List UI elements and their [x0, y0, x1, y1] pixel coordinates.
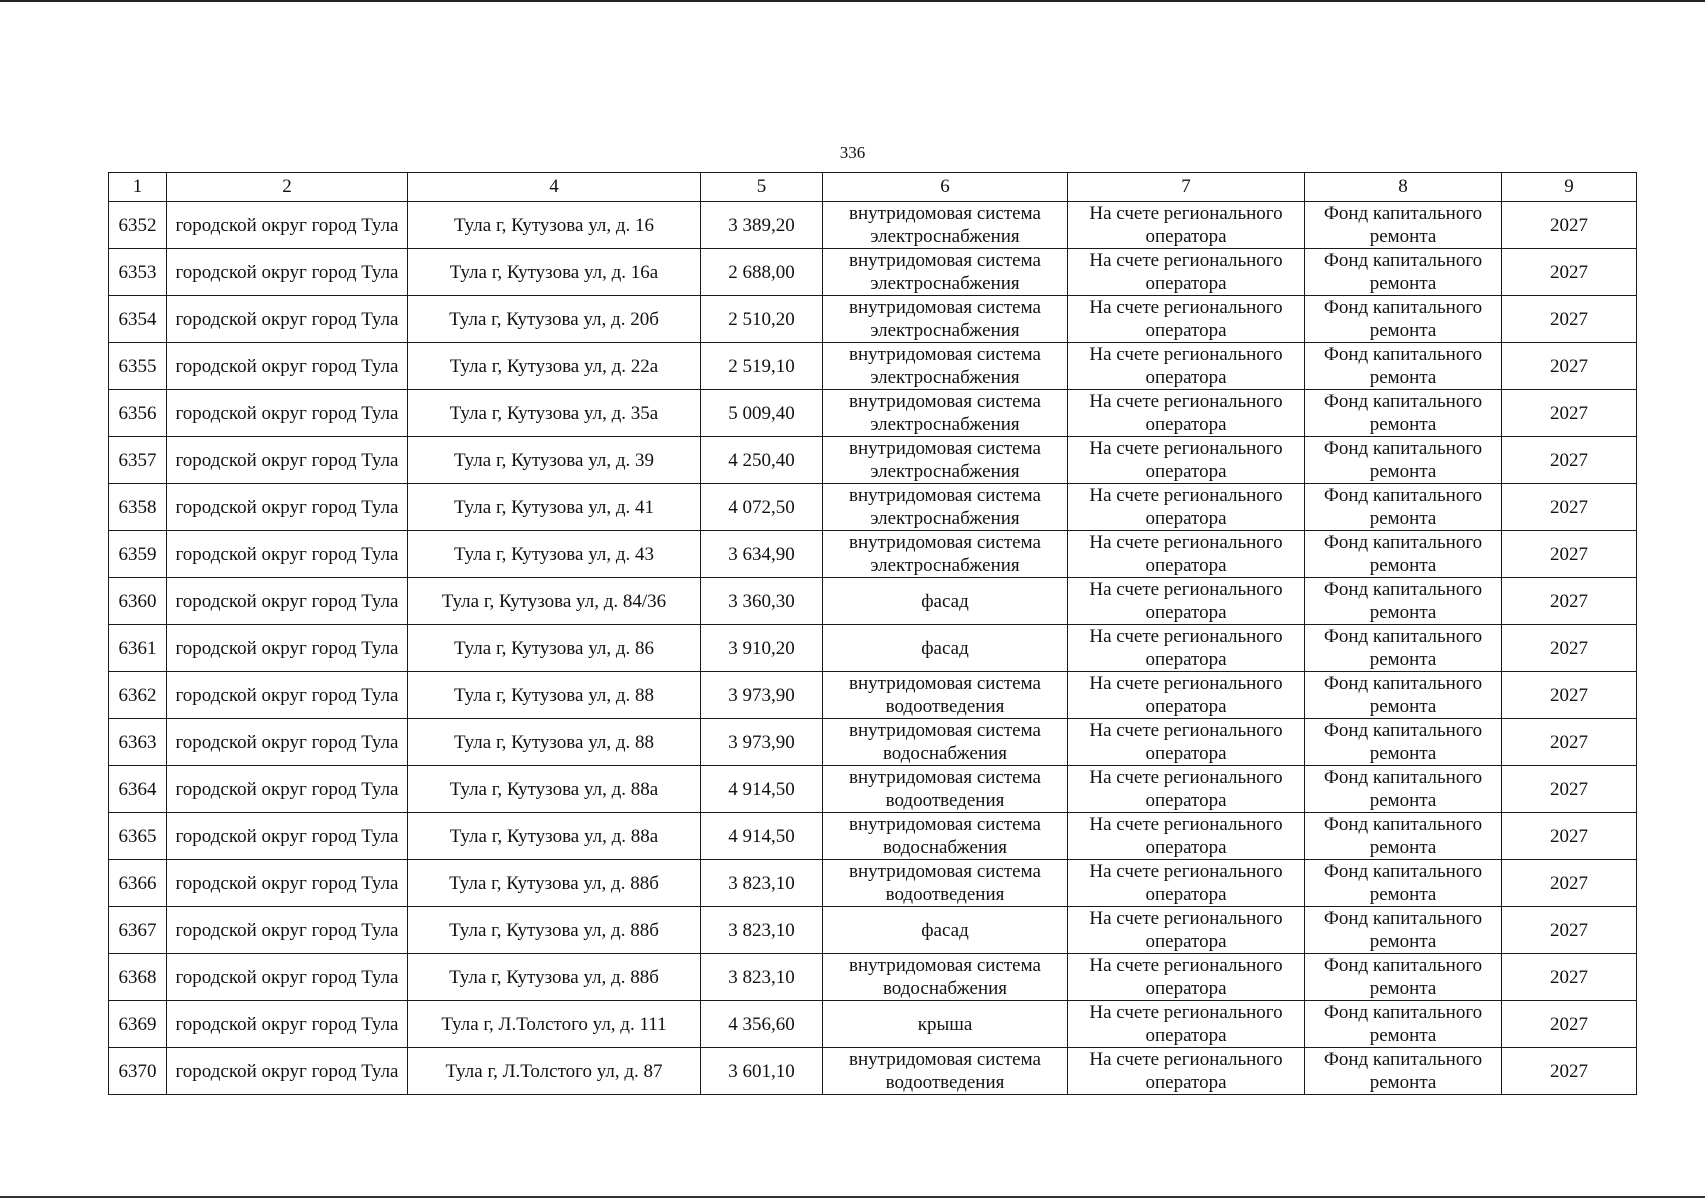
cell-area: 3 973,90 — [701, 672, 823, 719]
cell-fund-account: На счете регионального оператора — [1068, 1001, 1305, 1048]
cell-area: 3 360,30 — [701, 578, 823, 625]
cell-municipality: городской округ город Тула — [167, 343, 408, 390]
cell-fund-account: На счете регионального оператора — [1068, 954, 1305, 1001]
cell-municipality: городской округ город Тула — [167, 202, 408, 249]
cell-address: Тула г, Л.Толстого ул, д. 111 — [408, 1001, 701, 1048]
cell-year: 2027 — [1502, 484, 1637, 531]
cell-work-type: внутридомовая система водоснабжения — [823, 719, 1068, 766]
cell-funding-source: Фонд капитального ремонта — [1305, 907, 1502, 954]
cell-address: Тула г, Кутузова ул, д. 35а — [408, 390, 701, 437]
cell-funding-source: Фонд капитального ремонта — [1305, 954, 1502, 1001]
cell-work-type: внутридомовая система электроснабжения — [823, 296, 1068, 343]
cell-row-number: 6369 — [109, 1001, 167, 1048]
cell-address: Тула г, Кутузова ул, д. 22а — [408, 343, 701, 390]
cell-area: 4 072,50 — [701, 484, 823, 531]
cell-fund-account: На счете регионального оператора — [1068, 578, 1305, 625]
table-row — [109, 390, 1637, 437]
table-body — [109, 202, 1637, 1095]
cell-fund-account: На счете регионального оператора — [1068, 672, 1305, 719]
cell-area: 3 823,10 — [701, 860, 823, 907]
cell-fund-account: На счете регионального оператора — [1068, 766, 1305, 813]
cell-fund-account: На счете регионального оператора — [1068, 813, 1305, 860]
table-row — [109, 484, 1637, 531]
cell-area: 2 510,20 — [701, 296, 823, 343]
cell-address: Тула г, Кутузова ул, д. 86 — [408, 625, 701, 672]
cell-address: Тула г, Кутузова ул, д. 16а — [408, 249, 701, 296]
cell-municipality: городской округ город Тула — [167, 437, 408, 484]
cell-area: 4 914,50 — [701, 813, 823, 860]
cell-municipality: городской округ город Тула — [167, 813, 408, 860]
cell-funding-source: Фонд капитального ремонта — [1305, 249, 1502, 296]
cell-municipality: городской округ город Тула — [167, 249, 408, 296]
cell-address: Тула г, Кутузова ул, д. 88б — [408, 907, 701, 954]
cell-address: Тула г, Кутузова ул, д. 20б — [408, 296, 701, 343]
cell-fund-account: На счете регионального оператора — [1068, 484, 1305, 531]
cell-fund-account: На счете регионального оператора — [1068, 719, 1305, 766]
table-row — [109, 907, 1637, 954]
cell-funding-source: Фонд капитального ремонта — [1305, 484, 1502, 531]
cell-year: 2027 — [1502, 437, 1637, 484]
cell-work-type: внутридомовая система электроснабжения — [823, 249, 1068, 296]
cell-year: 2027 — [1502, 954, 1637, 1001]
cell-address: Тула г, Кутузова ул, д. 16 — [408, 202, 701, 249]
table-row — [109, 578, 1637, 625]
header-col-2: 2 — [167, 173, 408, 202]
cell-address: Тула г, Кутузова ул, д. 88б — [408, 860, 701, 907]
cell-area: 3 823,10 — [701, 954, 823, 1001]
cell-fund-account: На счете регионального оператора — [1068, 860, 1305, 907]
cell-row-number: 6364 — [109, 766, 167, 813]
cell-year: 2027 — [1502, 390, 1637, 437]
cell-year: 2027 — [1502, 1048, 1637, 1095]
cell-municipality: городской округ город Тула — [167, 484, 408, 531]
cell-row-number: 6360 — [109, 578, 167, 625]
table-row — [109, 625, 1637, 672]
cell-area: 4 250,40 — [701, 437, 823, 484]
cell-row-number: 6357 — [109, 437, 167, 484]
table-row — [109, 296, 1637, 343]
header-col-4: 4 — [408, 173, 701, 202]
cell-municipality: городской округ город Тула — [167, 719, 408, 766]
cell-municipality: городской округ город Тула — [167, 578, 408, 625]
cell-area: 3 973,90 — [701, 719, 823, 766]
cell-funding-source: Фонд капитального ремонта — [1305, 296, 1502, 343]
header-row — [109, 173, 1637, 202]
cell-year: 2027 — [1502, 625, 1637, 672]
cell-row-number: 6353 — [109, 249, 167, 296]
scan-border-top — [0, 0, 1705, 2]
cell-row-number: 6354 — [109, 296, 167, 343]
cell-area: 3 601,10 — [701, 1048, 823, 1095]
cell-funding-source: Фонд капитального ремонта — [1305, 202, 1502, 249]
table-row — [109, 954, 1637, 1001]
cell-year: 2027 — [1502, 719, 1637, 766]
table-row — [109, 343, 1637, 390]
cell-work-type: внутридомовая система электроснабжения — [823, 343, 1068, 390]
cell-funding-source: Фонд капитального ремонта — [1305, 719, 1502, 766]
cell-area: 3 823,10 — [701, 907, 823, 954]
cell-year: 2027 — [1502, 813, 1637, 860]
cell-municipality: городской округ город Тула — [167, 672, 408, 719]
cell-funding-source: Фонд капитального ремонта — [1305, 625, 1502, 672]
cell-row-number: 6367 — [109, 907, 167, 954]
cell-funding-source: Фонд капитального ремонта — [1305, 390, 1502, 437]
cell-year: 2027 — [1502, 1001, 1637, 1048]
cell-work-type: внутридомовая система водоотведения — [823, 672, 1068, 719]
capital-repair-table — [108, 172, 1637, 1095]
cell-funding-source: Фонд капитального ремонта — [1305, 766, 1502, 813]
cell-work-type: внутридомовая система электроснабжения — [823, 390, 1068, 437]
cell-work-type: внутридомовая система водоотведения — [823, 1048, 1068, 1095]
cell-municipality: городской округ город Тула — [167, 625, 408, 672]
cell-row-number: 6358 — [109, 484, 167, 531]
cell-address: Тула г, Кутузова ул, д. 84/36 — [408, 578, 701, 625]
cell-municipality: городской округ город Тула — [167, 1048, 408, 1095]
cell-fund-account: На счете регионального оператора — [1068, 1048, 1305, 1095]
table-row — [109, 437, 1637, 484]
cell-row-number: 6356 — [109, 390, 167, 437]
cell-row-number: 6361 — [109, 625, 167, 672]
header-col-7: 7 — [1068, 173, 1305, 202]
table-row — [109, 860, 1637, 907]
cell-municipality: городской округ город Тула — [167, 766, 408, 813]
cell-municipality: городской округ город Тула — [167, 531, 408, 578]
cell-work-type: фасад — [823, 625, 1068, 672]
cell-fund-account: На счете регионального оператора — [1068, 390, 1305, 437]
cell-work-type: внутридомовая система электроснабжения — [823, 531, 1068, 578]
cell-funding-source: Фонд капитального ремонта — [1305, 578, 1502, 625]
cell-year: 2027 — [1502, 578, 1637, 625]
table-row — [109, 1048, 1637, 1095]
cell-work-type: внутридомовая система электроснабжения — [823, 437, 1068, 484]
cell-row-number: 6365 — [109, 813, 167, 860]
cell-year: 2027 — [1502, 296, 1637, 343]
cell-fund-account: На счете регионального оператора — [1068, 296, 1305, 343]
cell-fund-account: На счете регионального оператора — [1068, 907, 1305, 954]
cell-work-type: крыша — [823, 1001, 1068, 1048]
cell-year: 2027 — [1502, 343, 1637, 390]
cell-address: Тула г, Кутузова ул, д. 41 — [408, 484, 701, 531]
cell-area: 3 910,20 — [701, 625, 823, 672]
cell-row-number: 6370 — [109, 1048, 167, 1095]
table-row — [109, 249, 1637, 296]
cell-funding-source: Фонд капитального ремонта — [1305, 1001, 1502, 1048]
cell-row-number: 6368 — [109, 954, 167, 1001]
header-col-8: 8 — [1305, 173, 1502, 202]
cell-municipality: городской округ город Тула — [167, 296, 408, 343]
cell-row-number: 6362 — [109, 672, 167, 719]
cell-municipality: городской округ город Тула — [167, 860, 408, 907]
cell-row-number: 6366 — [109, 860, 167, 907]
table-row — [109, 531, 1637, 578]
cell-address: Тула г, Кутузова ул, д. 88а — [408, 766, 701, 813]
cell-fund-account: На счете регионального оператора — [1068, 343, 1305, 390]
header-col-1: 1 — [109, 173, 167, 202]
cell-municipality: городской округ город Тула — [167, 390, 408, 437]
cell-address: Тула г, Кутузова ул, д. 39 — [408, 437, 701, 484]
cell-work-type: внутридомовая система электроснабжения — [823, 484, 1068, 531]
cell-area: 2 688,00 — [701, 249, 823, 296]
cell-municipality: городской округ город Тула — [167, 907, 408, 954]
cell-row-number: 6359 — [109, 531, 167, 578]
cell-funding-source: Фонд капитального ремонта — [1305, 672, 1502, 719]
cell-funding-source: Фонд капитального ремонта — [1305, 813, 1502, 860]
cell-work-type: фасад — [823, 907, 1068, 954]
cell-year: 2027 — [1502, 531, 1637, 578]
cell-area: 2 519,10 — [701, 343, 823, 390]
cell-work-type: внутридомовая система электроснабжения — [823, 202, 1068, 249]
header-col-6: 6 — [823, 173, 1068, 202]
cell-address: Тула г, Кутузова ул, д. 88 — [408, 719, 701, 766]
cell-fund-account: На счете регионального оператора — [1068, 625, 1305, 672]
cell-municipality: городской округ город Тула — [167, 954, 408, 1001]
cell-address: Тула г, Л.Толстого ул, д. 87 — [408, 1048, 701, 1095]
table-row — [109, 766, 1637, 813]
page-number: 336 — [839, 143, 866, 162]
cell-funding-source: Фонд капитального ремонта — [1305, 437, 1502, 484]
cell-area: 4 914,50 — [701, 766, 823, 813]
cell-address: Тула г, Кутузова ул, д. 88б — [408, 954, 701, 1001]
cell-work-type: внутридомовая система водоснабжения — [823, 813, 1068, 860]
cell-municipality: городской округ город Тула — [167, 1001, 408, 1048]
cell-year: 2027 — [1502, 249, 1637, 296]
cell-year: 2027 — [1502, 860, 1637, 907]
table-row — [109, 1001, 1637, 1048]
cell-year: 2027 — [1502, 766, 1637, 813]
table-row — [109, 202, 1637, 249]
scan-border-bottom — [0, 1196, 1705, 1198]
cell-area: 5 009,40 — [701, 390, 823, 437]
cell-year: 2027 — [1502, 672, 1637, 719]
cell-address: Тула г, Кутузова ул, д. 88а — [408, 813, 701, 860]
cell-address: Тула г, Кутузова ул, д. 43 — [408, 531, 701, 578]
cell-area: 4 356,60 — [701, 1001, 823, 1048]
header-col-5: 5 — [701, 173, 823, 202]
cell-funding-source: Фонд капитального ремонта — [1305, 860, 1502, 907]
cell-area: 3 389,20 — [701, 202, 823, 249]
cell-year: 2027 — [1502, 202, 1637, 249]
cell-funding-source: Фонд капитального ремонта — [1305, 343, 1502, 390]
cell-year: 2027 — [1502, 907, 1637, 954]
cell-work-type: внутридомовая система водоснабжения — [823, 954, 1068, 1001]
cell-work-type: фасад — [823, 578, 1068, 625]
cell-area: 3 634,90 — [701, 531, 823, 578]
cell-fund-account: На счете регионального оператора — [1068, 437, 1305, 484]
cell-row-number: 6363 — [109, 719, 167, 766]
table-header — [109, 173, 1637, 202]
cell-work-type: внутридомовая система водоотведения — [823, 766, 1068, 813]
cell-row-number: 6355 — [109, 343, 167, 390]
cell-funding-source: Фонд капитального ремонта — [1305, 531, 1502, 578]
cell-work-type: внутридомовая система водоотведения — [823, 860, 1068, 907]
table-row — [109, 672, 1637, 719]
header-col-9: 9 — [1502, 173, 1637, 202]
cell-funding-source: Фонд капитального ремонта — [1305, 1048, 1502, 1095]
table-row — [109, 719, 1637, 766]
cell-address: Тула г, Кутузова ул, д. 88 — [408, 672, 701, 719]
table-row — [109, 813, 1637, 860]
cell-row-number: 6352 — [109, 202, 167, 249]
cell-fund-account: На счете регионального оператора — [1068, 202, 1305, 249]
cell-fund-account: На счете регионального оператора — [1068, 249, 1305, 296]
cell-fund-account: На счете регионального оператора — [1068, 531, 1305, 578]
